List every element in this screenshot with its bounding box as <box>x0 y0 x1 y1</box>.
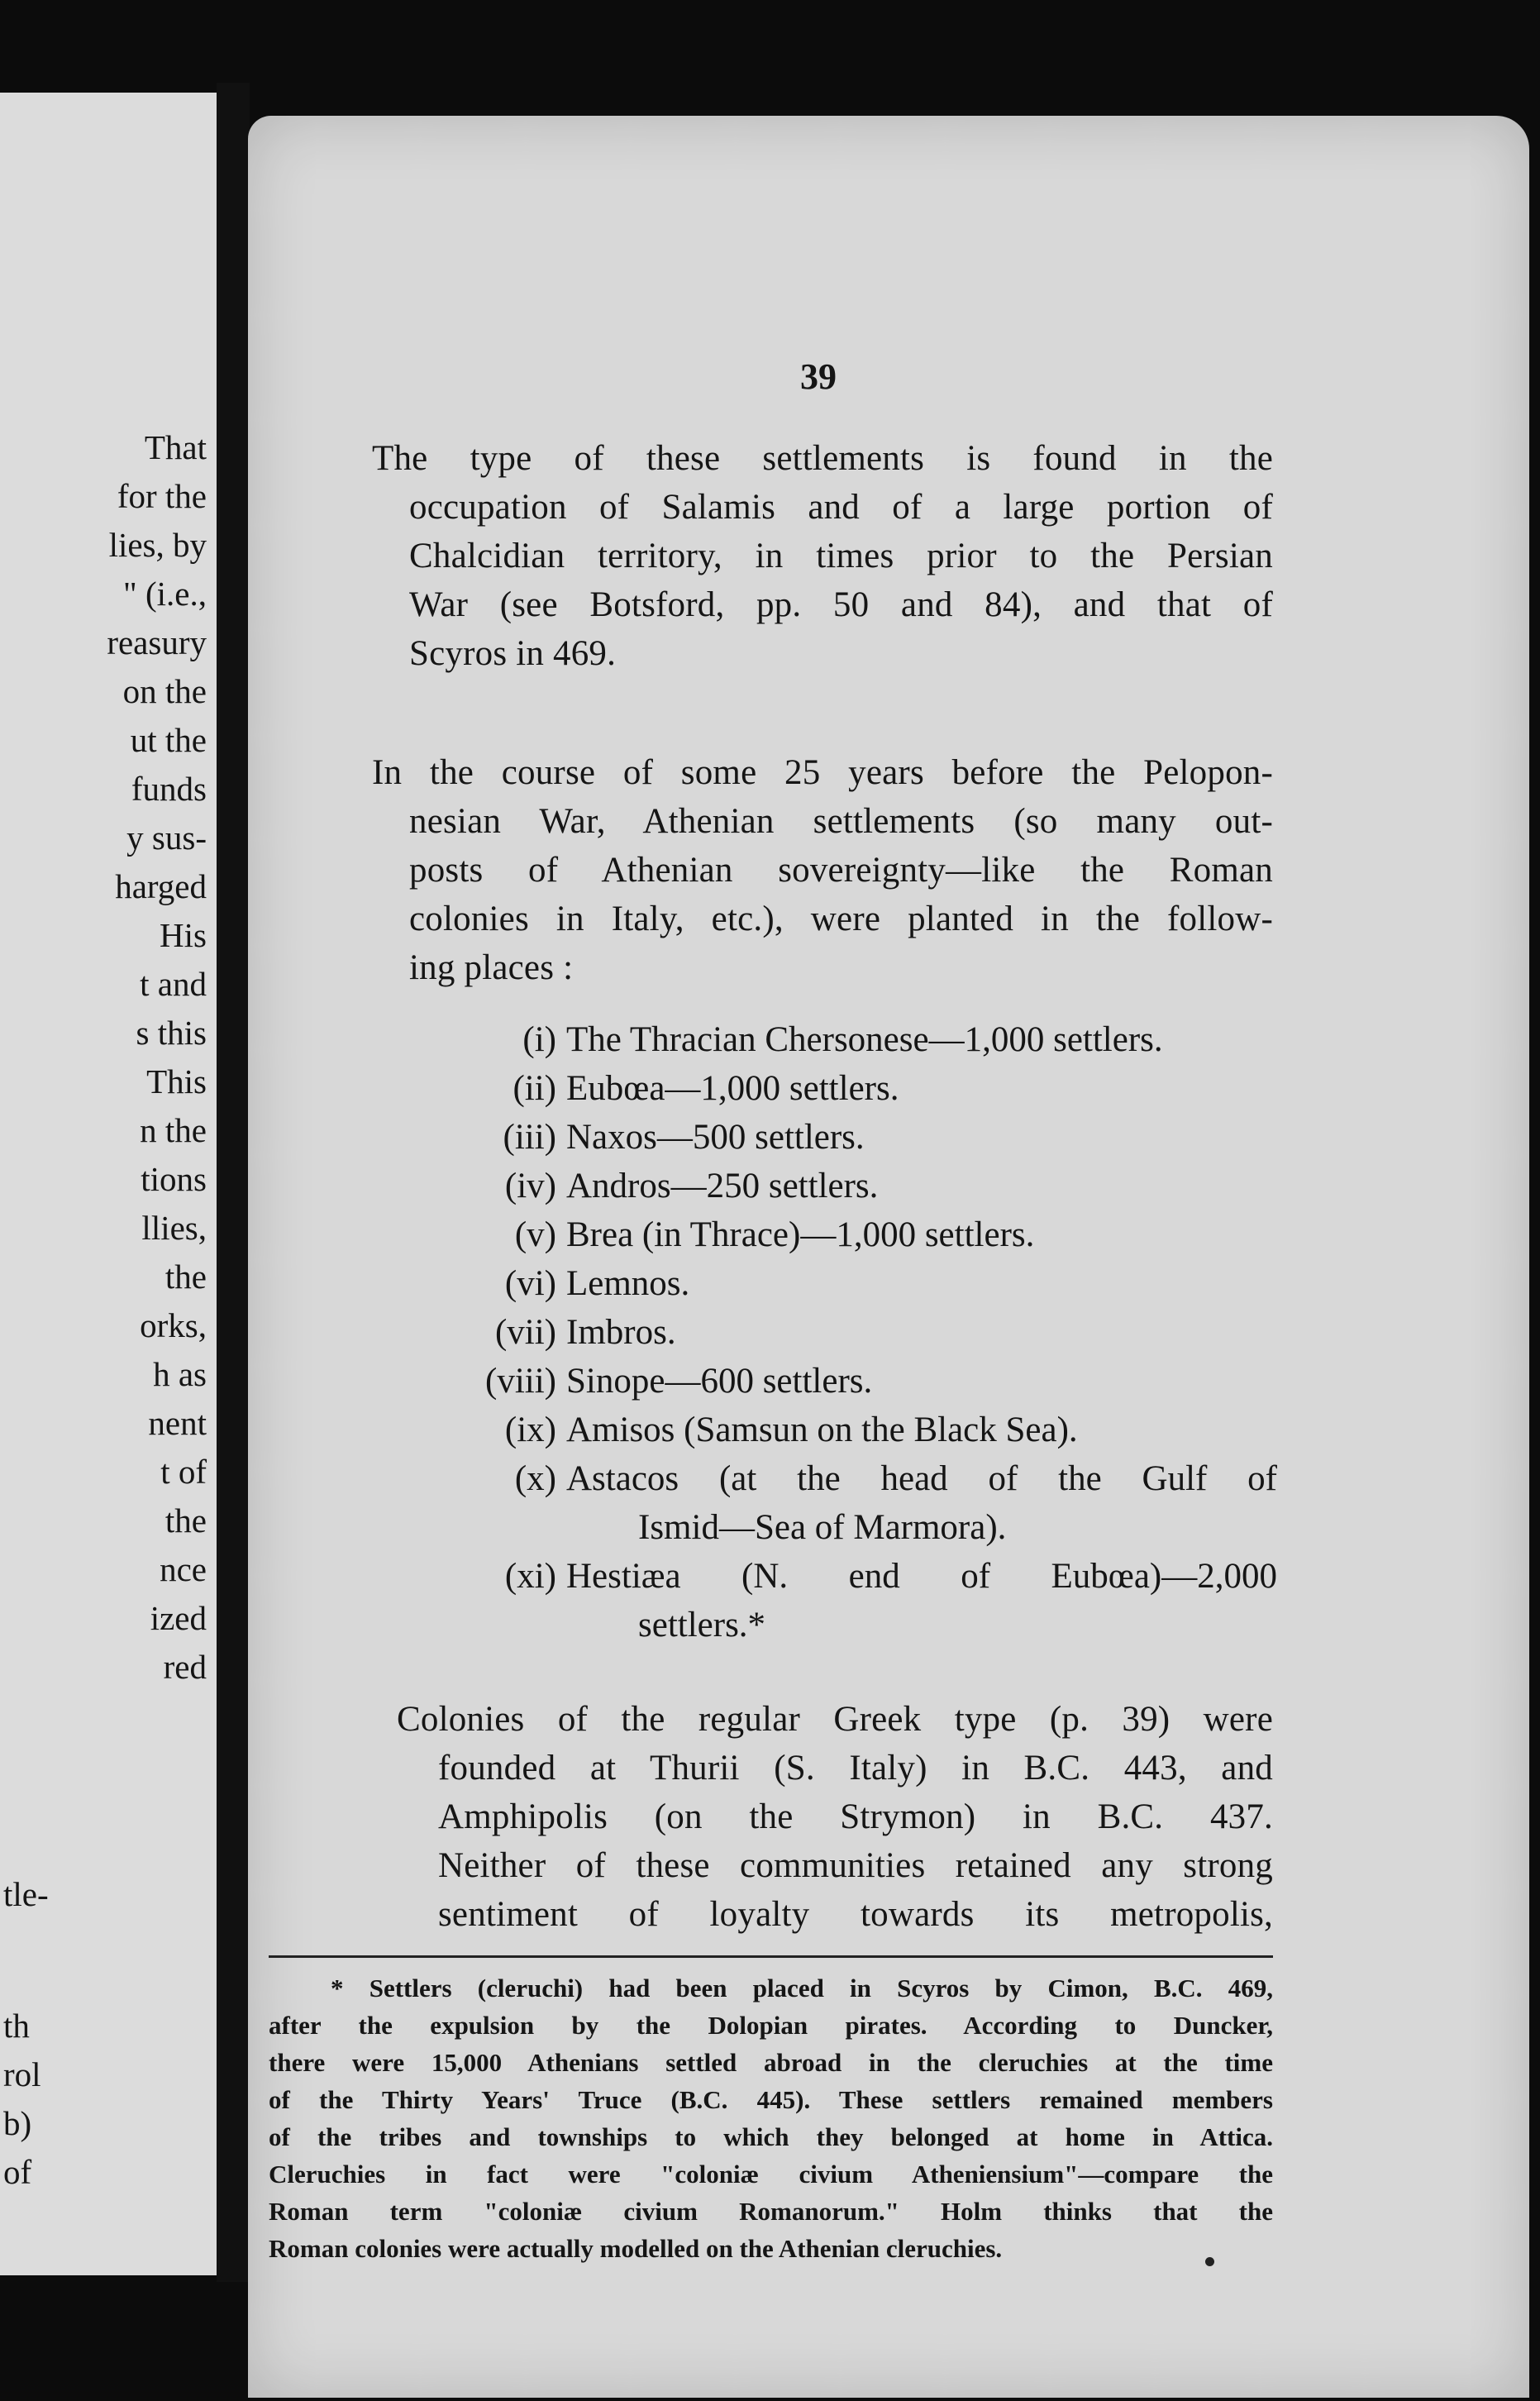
text-line: In the course of some 25 years before the Pelopon- <box>372 753 1273 792</box>
previous-page-line: the <box>164 1258 207 1296</box>
previous-page-line: ut the <box>130 721 207 759</box>
settlement-item <box>451 1162 1277 1210</box>
settlement-number: (viii) <box>485 1362 556 1401</box>
settlement-item <box>451 1064 1277 1113</box>
text-line: Neither of these communities retained any strong <box>438 1846 1273 1885</box>
settlement-item <box>451 1308 1277 1357</box>
previous-page-line: harged <box>115 867 207 905</box>
previous-page-lower-text <box>3 1870 49 2197</box>
previous-page-line: reasury <box>107 623 207 661</box>
previous-page-line: That <box>144 428 207 466</box>
settlement-item <box>451 1113 1277 1162</box>
settlement-item <box>451 1552 1277 1649</box>
previous-page-line: llies, <box>141 1209 207 1247</box>
settlement-number: (x) <box>514 1459 556 1498</box>
text-line: sentiment of loyalty towards its metropolis, <box>438 1895 1273 1934</box>
previous-page-line: t and <box>140 965 207 1003</box>
settlement-number: (v) <box>514 1215 556 1254</box>
previous-page-line: nce <box>160 1550 207 1588</box>
previous-page-line: tle- <box>3 1875 49 1913</box>
settlement-number: (i) <box>522 1020 556 1059</box>
settlement-text-wrap <box>566 1454 1277 1552</box>
text-line: Colonies of the regular Greek type (p. 39) were <box>397 1700 1273 1739</box>
text-line: Scyros in 469. <box>409 634 617 673</box>
settlement-text: Brea (in Thrace)—1,000 settlers. <box>566 1215 1035 1254</box>
previous-page-line: t of <box>160 1453 207 1491</box>
ink-speck <box>1205 2257 1214 2266</box>
settlement-text: Amisos (Samsun on the Black Sea). <box>566 1411 1078 1449</box>
settlement-text-wrap <box>566 1113 1277 1162</box>
settlement-number: (vii) <box>494 1313 556 1352</box>
text-line: occupation of Salamis and of a large portion of <box>409 488 1273 527</box>
previous-page-line: b) <box>3 2104 32 2142</box>
footnote-line: Roman colonies were actually modelled on the Athenian cleruchies. <box>269 2234 1003 2263</box>
previous-page-line: lies, by <box>108 526 207 564</box>
text-line: founded at Thurii (S. Italy) in B.C. 443, and <box>438 1749 1273 1788</box>
settlement-text-wrap <box>566 1308 1277 1357</box>
previous-page-line: ized <box>150 1599 207 1637</box>
previous-page-line: y sus- <box>126 819 207 857</box>
book-binding-gutter <box>217 83 250 2282</box>
paragraph-colonies <box>397 1695 1273 1939</box>
previous-page-line: orks, <box>140 1306 207 1344</box>
text-line: Amphipolis (on the Strymon) in B.C. 437. <box>438 1797 1273 1836</box>
previous-page-line: n the <box>140 1111 207 1149</box>
footnote <box>269 1969 1273 2267</box>
settlement-item <box>451 1454 1277 1552</box>
footnote-line: Cleruchies in fact were "coloniæ civium Atheniensium"—compare the <box>269 2160 1273 2189</box>
text-line: The type of these settlements is found in the <box>372 439 1273 478</box>
settlement-text-wrap <box>566 1210 1277 1259</box>
settlement-text-wrap <box>566 1552 1277 1649</box>
page-number: 39 <box>800 356 837 397</box>
text-line: Chalcidian territory, in times prior to the Persian <box>409 537 1273 575</box>
previous-page-edge <box>0 93 217 2275</box>
previous-page-line: " (i.e., <box>123 575 207 613</box>
settlement-number: (iii) <box>503 1118 556 1157</box>
footnote-line: * Settlers (cleruchi) had been placed in Scyros by Cimon, B.C. 469, <box>331 1974 1273 2002</box>
previous-page-line: rol <box>3 2055 41 2093</box>
settlement-text: Andros—250 settlers. <box>566 1167 879 1205</box>
previous-page-line: tions <box>141 1160 207 1198</box>
settlement-item <box>451 1259 1277 1308</box>
settlement-list <box>451 1015 1277 1649</box>
footnote-line: Roman term "coloniæ civium Romanorum." Holm thinks that the <box>269 2197 1273 2226</box>
previous-page-line: nent <box>148 1404 207 1442</box>
paragraph-athenian-settlements <box>372 748 1273 992</box>
settlement-text-wrap <box>566 1259 1277 1308</box>
settlement-number: (iv) <box>504 1167 556 1205</box>
settlement-text: Sinope—600 settlers. <box>566 1362 873 1401</box>
line-gap <box>3 1919 49 2002</box>
settlement-text-wrap <box>566 1064 1277 1113</box>
previous-page-line: This <box>146 1062 207 1100</box>
settlement-number: (ii) <box>513 1069 556 1108</box>
text-line: ing places : <box>409 948 574 987</box>
settlement-text: Eubœa—1,000 settlers. <box>566 1069 899 1108</box>
settlement-item <box>451 1015 1277 1064</box>
book-page <box>248 116 1529 2398</box>
settlement-text-continued: Ismid—Sea of Marmora). <box>638 1508 1007 1547</box>
footnote-line: there were 15,000 Athenians settled abroad in the cleruchies at the time <box>269 2048 1273 2077</box>
settlement-number: (ix) <box>504 1411 556 1449</box>
settlement-item <box>451 1210 1277 1259</box>
settlement-text: The Thracian Chersonese—1,000 settlers. <box>566 1020 1163 1059</box>
settlement-text-continued: settlers.* <box>638 1606 766 1644</box>
settlement-text-wrap <box>566 1015 1277 1064</box>
previous-page-line: for the <box>117 477 207 515</box>
text-line: posts of Athenian sovereignty—like the Roman <box>409 851 1273 890</box>
previous-page-text <box>107 423 207 1692</box>
text-line: nesian War, Athenian settlements (so many out- <box>409 802 1273 841</box>
paragraph-settlement-types <box>372 434 1273 678</box>
footnote-line: after the expulsion by the Dolopian pirates. According to Duncker, <box>269 2011 1273 2040</box>
settlement-text-wrap <box>566 1357 1277 1406</box>
previous-page-line: His <box>160 916 207 954</box>
settlement-text: Imbros. <box>566 1313 676 1352</box>
previous-page-line: red <box>163 1648 207 1686</box>
text-line: colonies in Italy, etc.), were planted in the follow- <box>409 900 1273 938</box>
settlement-number: (xi) <box>504 1557 556 1596</box>
settlement-text: Naxos—500 settlers. <box>566 1118 865 1157</box>
text-line: War (see Botsford, pp. 50 and 84), and that of <box>409 585 1273 624</box>
footnote-divider <box>269 1955 1273 1958</box>
footnote-line: of the tribes and townships to which they belonged at home in Attica. <box>269 2122 1273 2151</box>
previous-page-line: the <box>164 1501 207 1539</box>
settlement-number: (vi) <box>504 1264 556 1303</box>
settlement-text-wrap <box>566 1162 1277 1210</box>
settlement-item <box>451 1357 1277 1406</box>
settlement-text: Hestiæa (N. end of Eubœa)—2,000 <box>566 1557 1277 1596</box>
settlement-text: Astacos (at the head of the Gulf of <box>566 1459 1277 1498</box>
previous-page-line: h as <box>153 1355 207 1393</box>
previous-page-line: s this <box>136 1014 207 1052</box>
footnote-line: of the Thirty Years' Truce (B.C. 445). These settlers remained members <box>269 2085 1273 2114</box>
settlement-text-wrap <box>566 1406 1277 1454</box>
previous-page-line: funds <box>131 770 207 808</box>
settlement-item <box>451 1406 1277 1454</box>
settlement-text: Lemnos. <box>566 1264 690 1303</box>
previous-page-line: of <box>3 2153 32 2191</box>
previous-page-line: th <box>3 2007 30 2045</box>
previous-page-line: on the <box>122 672 207 710</box>
